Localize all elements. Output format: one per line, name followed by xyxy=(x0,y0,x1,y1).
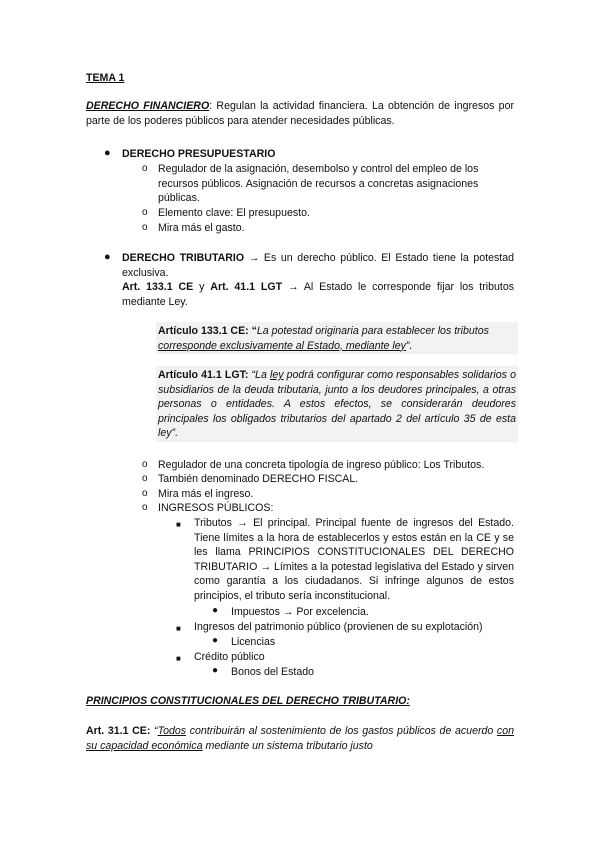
tributario-item: También denominado DERECHO FISCAL. xyxy=(158,473,359,485)
circle-bullet-icon: o xyxy=(142,222,148,233)
quote-capacidad-underlined: con su capacidad económica xyxy=(86,725,515,752)
circle-bullet-icon: o xyxy=(142,459,148,470)
quote-art-41 xyxy=(158,368,516,441)
article-ref: Art. 31.1 CE: xyxy=(86,725,155,737)
square-bullet-icon: ■ xyxy=(176,624,181,633)
ingresos-credito: Crédito público xyxy=(194,651,265,663)
quote-text-underlined: corresponde exclusivamente al Estado, mediante ley xyxy=(158,339,406,352)
ingresos-impuestos: Impuestos → Por excelencia. xyxy=(231,606,369,618)
derecho-financiero-definition: : Regulan la actividad financiera. La obtención de ingresos por parte de los poderes públicos para atender necesidades públicas. xyxy=(86,100,514,127)
circle-bullet-icon: o xyxy=(142,163,148,174)
quote-text: La potestad originaria para establecer los tributos xyxy=(256,325,489,337)
conjunction: y xyxy=(193,281,211,293)
tributario-item: Mira más el ingreso. xyxy=(158,488,254,500)
circle-bullet-icon: o xyxy=(142,488,148,499)
derecho-financiero-term: DERECHO FINANCIERO xyxy=(86,100,210,112)
ingresos-bonos: Bonos del Estado xyxy=(231,666,315,678)
bullet-dot-icon: ● xyxy=(104,147,111,159)
quote-open: “La xyxy=(251,369,270,381)
ingresos-patrimonio: Ingresos del patrimonio público (provienen de su explotación) xyxy=(194,621,483,633)
tributario-articles xyxy=(122,280,514,309)
principios-heading: PRINCIPIOS CONSTITUCIONALES DEL DERECHO TRIBUTARIO: xyxy=(86,695,410,707)
bullet-dot-icon: ● xyxy=(212,635,219,646)
quote-open: “ xyxy=(154,725,158,737)
circle-bullet-icon: o xyxy=(142,207,148,218)
article-ref-lgt: Art. 41.1 LGT xyxy=(210,281,283,293)
quote-todos-underlined: Todos xyxy=(157,725,187,737)
quote-label: Artículo 133.1 CE: xyxy=(158,325,252,337)
tributario-description: → Es un derecho público. El Estado tiene la potestad exclusiva. xyxy=(122,252,515,279)
derecho-financiero-paragraph xyxy=(86,99,514,128)
square-bullet-icon: ■ xyxy=(176,654,181,663)
article-ref-ce: Art. 133.1 CE xyxy=(122,281,194,293)
principios-article xyxy=(86,724,514,753)
circle-bullet-icon: o xyxy=(142,502,148,513)
quote-ley-underlined: ley xyxy=(269,369,284,381)
quote-open: “ xyxy=(251,325,257,337)
topic-heading: TEMA 1 xyxy=(86,72,125,84)
ingresos-tributos: Tributos → El principal. Principal fuente de ingresos del Estado. Tiene límites a la hora de establecerlos y estos están en la CE y se les llama PRINCIPIOS CONSTITUCIONALES DEL DERECHO TRIBUTARIO → Límites a la potestad legislativa del Estado y sirven como garantía a los ciudadanos. Si infringe algunos de estos principios, el tributo sería inconstitucional. xyxy=(194,517,514,602)
quote-art-133 xyxy=(158,324,516,353)
quote-close: ”. xyxy=(405,339,413,352)
tributario-item: INGRESOS PÚBLICOS: xyxy=(158,502,274,514)
presupuestario-item: Elemento clave: El presupuesto. xyxy=(158,207,310,219)
bullet-dot-icon: ● xyxy=(212,605,219,616)
quote-text: podrá configurar como responsables solidarios o subsidiarios de la deuda tributaria, junto a los deudores principales, a otras personas o entidades. A estos efectos, se considerarán deudores principales los obligados tributarios del apartado 2 del artículo 35 de esta ley xyxy=(158,369,516,440)
presupuestario-title: DERECHO PRESUPUESTARIO xyxy=(122,148,276,160)
bullet-dot-icon: ● xyxy=(104,251,111,263)
quote-text: mediante un sistema tributario justo xyxy=(202,739,373,752)
quote-label: Artículo 41.1 LGT: xyxy=(158,369,252,381)
tributario-title: DERECHO TRIBUTARIO xyxy=(122,252,245,264)
ingresos-licencias: Licencias xyxy=(231,636,276,648)
tributario-item: Regulador de una concreta tipología de ingreso público: Los Tributos. xyxy=(158,459,485,471)
quote-close: ”. xyxy=(171,427,179,440)
presupuestario-item: Regulador de la asignación, desembolso y control del empleo de los recursos públicos. Asignación de recursos a concretas asignaciones públicas. xyxy=(158,163,479,205)
circle-bullet-icon: o xyxy=(142,473,148,484)
presupuestario-item: Mira más el gasto. xyxy=(158,222,245,234)
articles-text: → Al Estado le corresponde fijar los tributos mediante Ley. xyxy=(122,281,515,308)
quote-text: contribuirán al sostenimiento de los gastos públicos de acuerdo xyxy=(186,725,497,737)
square-bullet-icon: ■ xyxy=(176,520,181,529)
bullet-dot-icon: ● xyxy=(212,665,219,676)
tributario-paragraph xyxy=(122,251,514,280)
